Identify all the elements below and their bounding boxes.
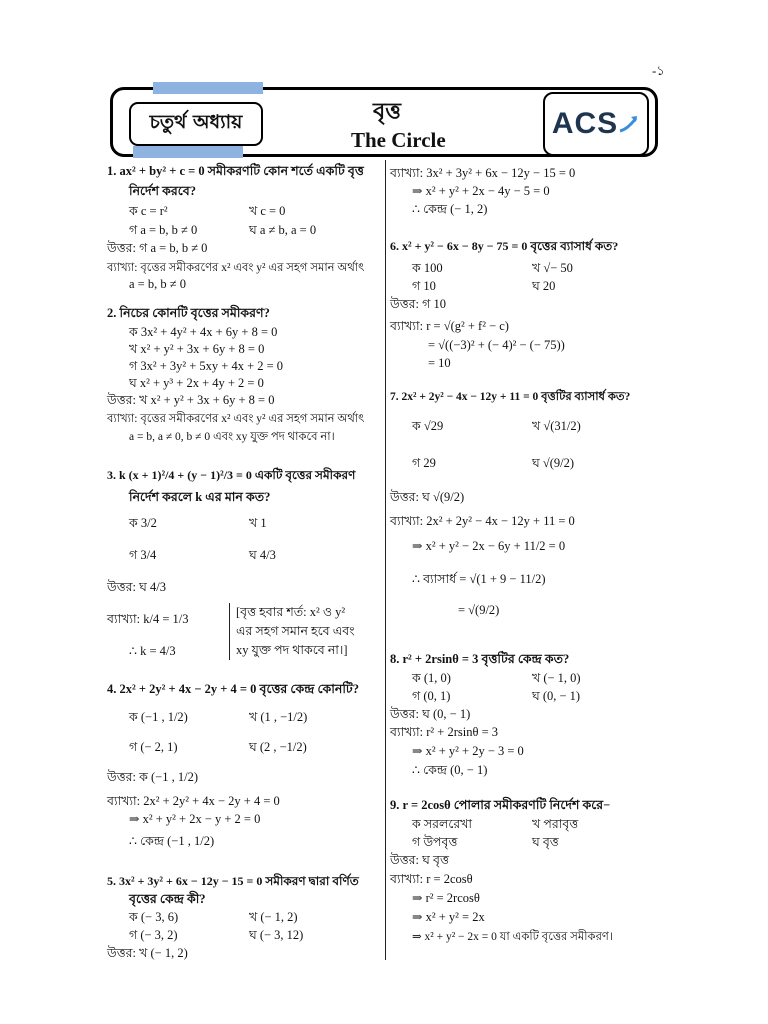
q2-explanation-cont: a = b, a ≠ 0, b ≠ 0 এবং xy যুক্ত পদ থাকবে না।	[129, 431, 335, 443]
q6-answer: উত্তর: গ 10	[390, 297, 446, 311]
q6-explanation-cont: = √((−3)² + (− 4)² − (− 75))	[428, 338, 565, 352]
q3-option-d: ঘ 4/3	[249, 548, 276, 562]
q9-explanation-result: ⇒ x² + y² − 2x = 0 যা একটি বৃত্তের সমীকরণ।	[412, 931, 613, 943]
title-english: The Circle	[351, 128, 446, 152]
q2-explanation: ব্যাখ্যা: বৃত্তের সমীকরণের x² এবং y² এর সহগ সমান অর্থাৎ	[107, 413, 365, 425]
q6-option-b: খ √− 50	[532, 261, 573, 275]
q9-option-c: গ উপবৃত্ত	[412, 835, 458, 849]
q2-option-b: খ x² + y² + 3x + 6y + 8 = 0	[129, 342, 265, 356]
title-bangla: বৃত্ত	[373, 99, 401, 124]
q2-option-c: গ 3x² + 3y² + 5xy + 4x + 2 = 0	[129, 359, 284, 373]
q4-option-d: ঘ (2 , −1/2)	[249, 740, 307, 754]
q3-note-line-3: xy যুক্ত পদ থাকবে না।]	[236, 643, 348, 657]
q5-option-c: গ (− 3, 2)	[129, 928, 178, 942]
header-stripe-top	[153, 82, 263, 94]
q3-explanation: ব্যাখ্যা: k/4 = 1/3	[107, 612, 189, 626]
q5-option-d: ঘ (− 3, 12)	[249, 928, 304, 942]
q1-option-a: ক c = r²	[129, 204, 168, 218]
q3-option-c: গ 3/4	[129, 548, 157, 562]
q6-explanation: ব্যাখ্যা: r = √(g² + f² − c)	[390, 319, 509, 333]
q9-stem: 9. r = 2cosθ পোলার সমীকরণটি নির্দেশ করে−	[390, 798, 611, 812]
q4-option-c: গ (− 2, 1)	[129, 740, 178, 754]
q8-answer: উত্তর: ঘ (0, − 1)	[390, 707, 471, 721]
q5-stem-cont: বৃত্তের কেন্দ্র কী?	[129, 892, 206, 906]
q7-answer: উত্তর: ঘ √(9/2)	[390, 490, 465, 504]
q9-option-a: ক সরলরেখা	[412, 817, 473, 831]
header-stripe-bottom	[133, 146, 243, 158]
q5-option-b: খ (− 1, 2)	[249, 910, 298, 924]
q3-explanation-cont: ∴ k = 4/3	[129, 644, 176, 658]
q8-explanation-center: ∴ কেন্দ্র (0, − 1)	[412, 763, 488, 777]
q6-stem: 6. x² + y² − 6x − 8y − 75 = 0 বৃত্তের ব্যাসার্ধ কত?	[390, 239, 619, 253]
q3-note	[229, 603, 386, 660]
q4-option-a: ক (−1 , 1/2)	[129, 710, 188, 724]
q1-stem-cont: নির্দেশ করবে?	[129, 184, 196, 198]
q3-answer: উত্তর: ঘ 4/3	[107, 580, 166, 594]
q5-option-a: ক (− 3, 6)	[129, 910, 179, 924]
q4-explanation: ব্যাখ্যা: 2x² + 2y² + 4x − 2y + 4 = 0	[107, 794, 280, 808]
q5-explanation-center: ∴ কেন্দ্র (− 1, 2)	[412, 202, 488, 216]
q7-explanation-result: = √(9/2)	[458, 603, 500, 617]
q1-stem: 1. ax² + by² + c = 0 সমীকরণটি কোন শর্তে একটি বৃত্ত	[107, 164, 364, 178]
q7-option-c: গ 29	[412, 456, 436, 470]
q3-option-b: খ 1	[249, 516, 267, 530]
q3-note-line-2: এর সহগ সমান হবে এবং	[236, 624, 355, 638]
q8-stem: 8. r² + 2rsinθ = 3 বৃত্তটির কেন্দ্র কত?	[390, 652, 570, 666]
page-number: -১	[652, 63, 665, 78]
chapter-label: চতুর্থ অধ্যায়	[129, 102, 263, 146]
q8-option-d: ঘ (0, − 1)	[532, 689, 581, 703]
q8-option-c: গ (0, 1)	[412, 689, 451, 703]
q7-explanation: ব্যাখ্যা: 2x² + 2y² − 4x − 12y + 11 = 0	[390, 514, 575, 528]
q2-option-a: ক 3x² + 4y² + 4x + 6y + 8 = 0	[129, 325, 278, 339]
logo-text: ACS	[551, 107, 619, 140]
logo-arrow-icon	[618, 113, 640, 135]
q3-stem-cont: নির্দেশ করলে k এর মান কত?	[129, 490, 271, 504]
q7-explanation-radius: ∴ ব্যাসার্ধ = √(1 + 9 − 11/2)	[412, 572, 546, 586]
q9-explanation-cartesian: ⇒ x² + y² = 2x	[412, 910, 485, 924]
q6-explanation-result: = 10	[428, 356, 451, 370]
q8-option-a: ক (1, 0)	[412, 671, 451, 685]
q9-explanation: ব্যাখ্যা: r = 2cosθ	[390, 872, 473, 886]
column-divider	[385, 160, 386, 960]
q4-stem: 4. 2x² + 2y² + 4x − 2y + 4 = 0 বৃত্তের কেন্দ্র কোনটি?	[107, 682, 359, 696]
q4-answer: উত্তর: ক (−1 , 1/2)	[107, 770, 198, 784]
q1-explanation-cont: a = b, b ≠ 0	[129, 277, 186, 291]
q8-explanation: ব্যাখ্যা: r² + 2rsinθ = 3	[390, 725, 499, 739]
q5-stem: 5. 3x² + 3y² + 6x − 12y − 15 = 0 সমীকরণ দ্বারা বর্ণিত	[107, 874, 359, 888]
q6-option-d: ঘ 20	[532, 279, 556, 293]
q7-option-a: ক √29	[412, 419, 444, 433]
chapter-header	[110, 87, 658, 157]
acs-logo	[543, 92, 649, 156]
q1-answer: উত্তর: গ a = b, b ≠ 0	[107, 241, 208, 255]
q3-stem: 3. k (x + 1)²/4 + (y − 1)²/3 = 0 একটি বৃত্তের সমীকরণ	[107, 468, 356, 482]
q1-option-d: ঘ a ≠ b, a = 0	[249, 223, 317, 237]
q4-explanation-cont: ⇒ x² + y² + 2x − y + 2 = 0	[129, 812, 261, 826]
q9-explanation-cont: ⇒ r² = 2rcosθ	[412, 891, 480, 905]
q3-note-line-1: [বৃত্ত হবার শর্ত: x² ও y²	[236, 605, 346, 619]
q1-option-c: গ a = b, b ≠ 0	[129, 223, 198, 237]
q4-explanation-center: ∴ কেন্দ্র (−1 , 1/2)	[129, 834, 215, 848]
q5-explanation-cont: ⇒ x² + y² + 2x − 4y − 5 = 0	[412, 184, 550, 198]
q1-option-b: খ c = 0	[249, 204, 286, 218]
q6-option-c: গ 10	[412, 279, 436, 293]
q8-explanation-cont: ⇒ x² + y² + 2y − 3 = 0	[412, 744, 524, 758]
q2-answer: উত্তর: খ x² + y² + 3x + 6y + 8 = 0	[107, 393, 275, 407]
q1-explanation: ব্যাখ্যা: বৃত্তের সমীকরণের x² এবং y² এর সহগ সমান অর্থাৎ	[107, 262, 365, 274]
q5-explanation: ব্যাখ্যা: 3x² + 3y² + 6x − 12y − 15 = 0	[390, 166, 576, 180]
q2-stem: 2. নিচের কোনটি বৃত্তের সমীকরণ?	[107, 306, 270, 320]
q9-answer: উত্তর: ঘ বৃত্ত	[390, 853, 449, 867]
q7-stem: 7. 2x² + 2y² − 4x − 12y + 11 = 0 বৃত্তটির ব্যাসার্ধ কত?	[390, 391, 631, 403]
q7-explanation-cont: ⇒ x² + y² − 2x − 6y + 11/2 = 0	[412, 539, 566, 553]
q6-option-a: ক 100	[412, 261, 443, 275]
q2-option-d: ঘ x² + y³ + 2x + 4y + 2 = 0	[129, 376, 264, 390]
q4-option-b: খ (1 , −1/2)	[249, 710, 308, 724]
q3-option-a: ক 3/2	[129, 516, 157, 530]
q9-option-b: খ পরাবৃত্ত	[532, 817, 579, 831]
q7-option-b: খ √(31/2)	[532, 419, 581, 433]
q5-answer: উত্তর: খ (− 1, 2)	[107, 946, 188, 960]
q8-option-b: খ (− 1, 0)	[532, 671, 581, 685]
q9-option-d: ঘ বৃত্ত	[532, 835, 559, 849]
q7-option-d: ঘ √(9/2)	[532, 456, 575, 470]
